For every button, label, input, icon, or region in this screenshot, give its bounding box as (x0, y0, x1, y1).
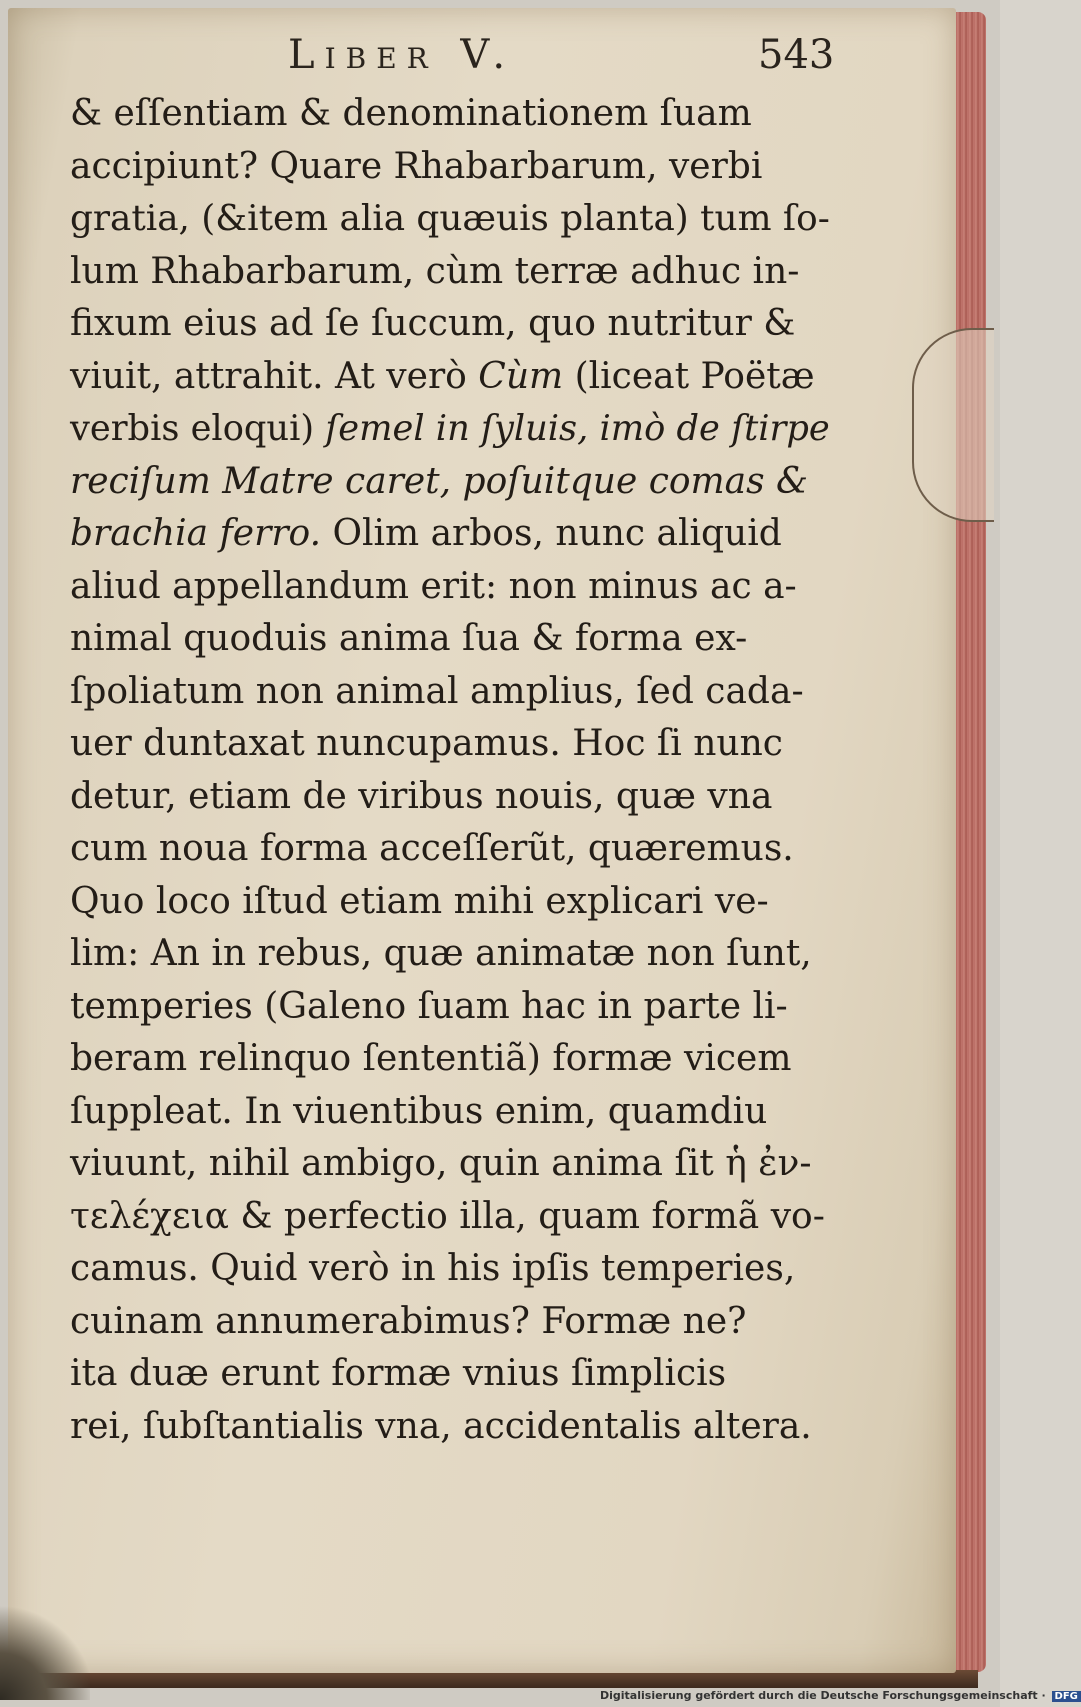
text-run: detur, etiam de viribus nouis, quæ vna (70, 775, 773, 817)
text-run: rei, ſubſtantialis vna, accidentalis altera. (70, 1405, 812, 1447)
text-run: τελέχεια & perfectio illa, quam formã vo- (70, 1195, 825, 1237)
text-run: Quo loco iſtud etiam mihi explicari ve- (70, 880, 769, 922)
text-line (70, 876, 830, 929)
text-run: nimal quoduis anima ſua & forma ex- (70, 618, 748, 659)
text-run: cuinam annumerabimus? Formæ ne? (70, 1300, 747, 1342)
text-line (70, 456, 830, 509)
text-line (70, 1033, 830, 1086)
text-run: viuit, attrahit. At verò (70, 355, 479, 397)
text-line (70, 666, 830, 719)
text-line (70, 1191, 830, 1244)
text-run: & eſſentiam & denominationem ſuam (70, 93, 752, 134)
digitization-credit: Digitalisierung gefördert durch die Deutsche Forschungsgemeinschaft · DFG (600, 1689, 1081, 1702)
page-clip-tab (912, 328, 994, 522)
italic-quote: ſemel in ſyluis, imò de ſtirpe (325, 408, 830, 449)
text-run: lum Rhabarbarum, cùm terræ adhuc in- (70, 250, 800, 292)
running-head: Liber V. (288, 32, 516, 78)
text-line (70, 193, 830, 246)
text-run: fixum eius ad ſe ſuccum, quo nutritur & (70, 303, 796, 344)
body-text (70, 88, 830, 1453)
text-line (70, 351, 830, 404)
text-run: (liceat Poëtæ (563, 355, 815, 397)
text-run: aliud appellandum erit: non minus ac a- (70, 565, 797, 607)
text-line (70, 403, 830, 456)
text-line (70, 1348, 830, 1401)
text-run: accipiunt? Quare Rhabarbarum, verbi (70, 145, 763, 187)
text-run: ſuppleat. In viuentibus enim, quamdiu (70, 1090, 768, 1132)
text-line (70, 1401, 830, 1454)
text-run: gratia, (&item alia quæuis planta) tum ſo- (70, 198, 830, 239)
book-page (8, 8, 956, 1673)
credit-text: Digitalisierung gefördert durch die Deutsche Forschungsgemeinschaft (600, 1689, 1038, 1702)
text-line (70, 246, 830, 299)
text-line (70, 508, 830, 561)
text-run: lim: An in rebus, quæ animatæ non ſunt, (70, 933, 812, 974)
italic-quote: Cùm (478, 355, 564, 397)
page-header (78, 26, 838, 86)
text-line (70, 771, 830, 824)
text-line (70, 613, 830, 666)
text-line (70, 928, 830, 981)
text-run: ſpoliatum non animal amplius, ſed cada- (70, 670, 804, 712)
text-line (70, 1296, 830, 1349)
text-run: ita duæ erunt formæ vnius ſimplicis (70, 1353, 727, 1394)
italic-quote: reciſum Matre caret, poſuitque comas & (70, 460, 809, 502)
text-line (70, 561, 830, 614)
italic-quote: brachia ferro. (70, 513, 322, 554)
text-run: Olim arbos, nunc aliquid (321, 513, 782, 554)
page-number: 543 (758, 32, 835, 78)
text-run: cum noua forma acceſſerũt, quæremus. (70, 828, 794, 869)
text-run: camus. Quid verò in his ipſis temperies, (70, 1248, 796, 1289)
text-line (70, 88, 830, 141)
text-line (70, 981, 830, 1034)
text-run: viuunt, nihil ambigo, quin anima ſit ἡ ἐν- (70, 1143, 812, 1184)
text-line (70, 298, 830, 351)
dfg-logo: DFG (1052, 1691, 1081, 1702)
text-run: beram relinquo ſententiã) formæ vicem (70, 1038, 792, 1079)
corner-shadow (0, 1600, 90, 1700)
text-line (70, 1243, 830, 1296)
text-run: verbis eloqui) (70, 408, 326, 449)
text-run: uer duntaxat nuncupamus. Hoc ſi nunc (70, 723, 783, 764)
text-line (70, 1086, 830, 1139)
text-line (70, 1138, 830, 1191)
text-line (70, 141, 830, 194)
text-line (70, 823, 830, 876)
text-run: temperies (Galeno ſuam hac in parte li- (70, 985, 788, 1027)
text-line (70, 718, 830, 771)
book-fore-edge (956, 12, 986, 1672)
